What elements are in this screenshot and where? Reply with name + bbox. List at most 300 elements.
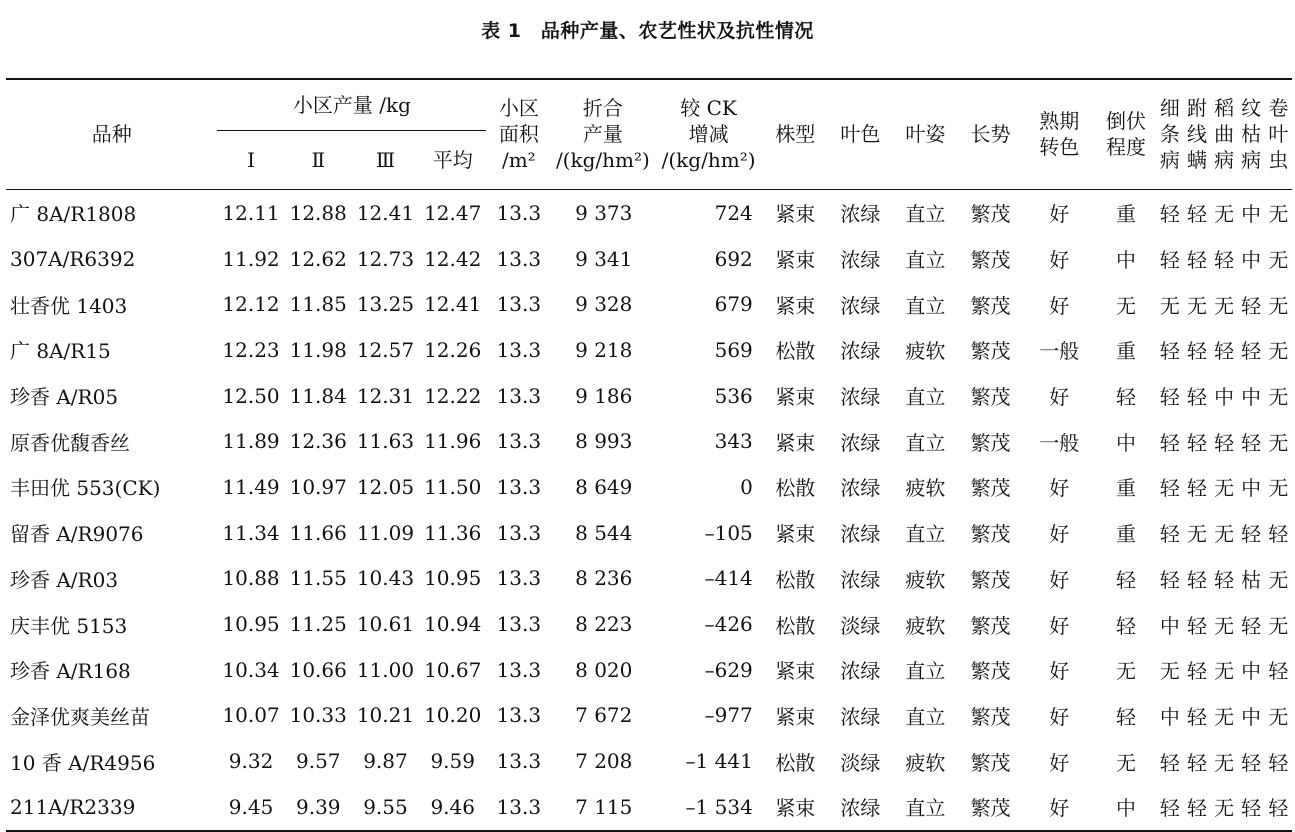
- cell-variety: 原香优馥香丝: [10, 430, 130, 455]
- cell-converted-yield: 8 649: [575, 474, 633, 499]
- cell-yield-1: 12.11: [222, 200, 280, 225]
- header-disease-3: 稻 曲 病: [1214, 96, 1235, 172]
- cell-yield-1: 11.49: [222, 474, 280, 499]
- cell-disease-1: 轻: [1159, 567, 1180, 592]
- cell-disease-5: 轻: [1268, 659, 1289, 684]
- cell-leaf-color: 浓绿: [840, 567, 881, 592]
- cell-yield-2: 11.85: [289, 292, 347, 317]
- cell-leaf-posture: 直立: [905, 430, 946, 455]
- cell-vigor: 繁茂: [958, 784, 1023, 831]
- cell-yield-3: 12.57: [356, 337, 415, 362]
- cell-vigor: 繁茂: [970, 704, 1011, 729]
- cell-disease-3: 轻: [1214, 567, 1235, 592]
- cell-leaf-color: 浓绿: [840, 202, 881, 227]
- cell-lodging: 中: [1096, 784, 1157, 831]
- cell-leaf-color: 浓绿: [840, 430, 881, 455]
- cell-maturity-color: 好: [1049, 659, 1070, 684]
- cell-yield-average: 9.46: [419, 784, 486, 831]
- cell-disease-2: 轻: [1186, 202, 1207, 227]
- cell-vs-ck: –105: [704, 520, 753, 545]
- cell-yield-3: 11.09: [356, 520, 415, 545]
- cell-disease-3: 轻: [1214, 339, 1235, 364]
- table-row: [6, 601, 1292, 647]
- cell-disease-2: 轻: [1186, 659, 1207, 684]
- cell-yield-1: 12.23: [222, 337, 280, 362]
- cell-leaf-color: 浓绿: [840, 659, 881, 684]
- cell-disease-2: 轻: [1186, 750, 1207, 775]
- cell-yield-average: 12.41: [424, 292, 482, 317]
- cell-lodging: 轻: [1115, 613, 1136, 638]
- header-converted-yield: 折合 产量 /(kg/hm²): [555, 96, 650, 172]
- cell-disease-1: 轻: [1159, 476, 1180, 501]
- cell-disease-1: 轻: [1159, 202, 1180, 227]
- table-row: [6, 236, 1292, 282]
- cell-disease-2: 轻: [1186, 385, 1207, 410]
- header-leaf-color: 叶色: [840, 122, 881, 146]
- cell-leaf-posture: 直立: [893, 784, 958, 831]
- cell-yield-3: 10.61: [356, 612, 415, 637]
- cell-converted-yield: 9 341: [575, 246, 633, 271]
- cell-disease-2: 无: [1186, 293, 1207, 318]
- cell-vs-ck: –414: [704, 566, 753, 591]
- cell-disease-1: 轻: [1159, 750, 1180, 775]
- cell-yield-average: 10.95: [424, 566, 482, 591]
- cell-disease-3: 轻: [1214, 248, 1235, 273]
- cell-yield-1: 10.34: [222, 657, 280, 682]
- cell-leaf-posture: 直立: [905, 704, 946, 729]
- cell-disease-3: 无: [1214, 293, 1235, 318]
- cell-yield-3: 13.25: [356, 292, 415, 317]
- cell-leaf-posture: 直立: [905, 202, 946, 227]
- cell-disease-1: 轻: [1156, 784, 1183, 831]
- cell-plant-type: 紧束: [775, 522, 816, 547]
- cell-converted-yield: 8 993: [575, 429, 633, 454]
- cell-lodging: 无: [1115, 750, 1136, 775]
- cell-maturity-color: 好: [1049, 750, 1070, 775]
- cell-leaf-color: 浓绿: [840, 293, 881, 318]
- cell-yield-3: 12.05: [356, 474, 415, 499]
- cell-yield-2: 11.66: [289, 520, 347, 545]
- cell-vs-ck: 679: [714, 292, 753, 317]
- cell-vigor: 繁茂: [970, 339, 1011, 364]
- cell-variety: 珍香 A/R03: [10, 567, 119, 592]
- cell-vs-ck: 569: [714, 337, 753, 362]
- table-row: [6, 556, 1292, 602]
- cell-maturity-color: 好: [1049, 613, 1070, 638]
- cell-vigor: 繁茂: [970, 750, 1011, 775]
- header-plot-yield: 小区产量 /kg: [292, 92, 411, 117]
- cell-disease-4: 轻: [1241, 430, 1262, 455]
- cell-yield-3: 12.31: [356, 383, 415, 408]
- cell-lodging: 轻: [1115, 385, 1136, 410]
- cell-vs-ck: –426: [704, 612, 753, 637]
- cell-plot-area: 13.3: [496, 383, 542, 408]
- header-vs-ck: 较 CK 增减 /(kg/hm²): [661, 96, 756, 172]
- cell-yield-3: 10.21: [356, 703, 415, 728]
- cell-converted-yield: 9 373: [575, 200, 633, 225]
- cell-maturity-color: 好: [1049, 248, 1070, 273]
- cell-disease-5: 无: [1268, 339, 1289, 364]
- cell-variety: 丰田优 553(CK): [10, 476, 161, 501]
- cell-converted-yield: 8 223: [575, 612, 633, 637]
- cell-disease-1: 轻: [1159, 339, 1180, 364]
- cell-leaf-posture: 直立: [905, 522, 946, 547]
- results-table: [6, 78, 1292, 832]
- cell-disease-4: 中: [1241, 202, 1262, 227]
- cell-variety: 庆丰优 5153: [10, 613, 128, 638]
- header-rep-1: Ⅰ: [217, 131, 284, 190]
- cell-yield-average: 12.22: [424, 383, 482, 408]
- cell-leaf-color: 淡绿: [840, 613, 881, 638]
- table-row: [6, 693, 1292, 739]
- cell-plot-area: 13.3: [496, 246, 542, 271]
- cell-maturity-color: 好: [1049, 567, 1070, 592]
- cell-disease-4: 中: [1241, 385, 1262, 410]
- cell-yield-average: 11.96: [424, 429, 482, 454]
- cell-plot-area: 13.3: [496, 520, 542, 545]
- cell-plant-type: 紧束: [775, 293, 816, 318]
- cell-yield-2: 9.39: [285, 784, 352, 831]
- cell-yield-2: 10.97: [289, 474, 347, 499]
- cell-variety: 金泽优爽美丝苗: [10, 704, 150, 729]
- cell-maturity-color: 好: [1049, 385, 1070, 410]
- cell-maturity-color: 好: [1049, 293, 1070, 318]
- cell-yield-2: 11.98: [289, 337, 347, 362]
- cell-vigor: 繁茂: [970, 613, 1011, 638]
- cell-plant-type: 松散: [775, 339, 816, 364]
- cell-plant-type: 紧束: [775, 202, 816, 227]
- cell-vs-ck: –1 534: [654, 784, 762, 831]
- cell-yield-2: 12.36: [289, 429, 347, 454]
- cell-plot-area: 13.3: [496, 566, 542, 591]
- cell-yield-average: 10.20: [424, 703, 482, 728]
- table-row: [6, 784, 1292, 831]
- cell-disease-5: 无: [1268, 567, 1289, 592]
- cell-yield-2: 10.33: [289, 703, 347, 728]
- cell-yield-average: 9.59: [430, 749, 475, 774]
- cell-yield-3: 11.00: [356, 657, 415, 682]
- cell-yield-2: 9.57: [295, 749, 341, 774]
- cell-disease-3: 无: [1214, 704, 1235, 729]
- cell-plant-type: 紧束: [775, 704, 816, 729]
- cell-disease-3: 轻: [1214, 430, 1235, 455]
- cell-vs-ck: 536: [714, 383, 753, 408]
- cell-leaf-color: 浓绿: [840, 385, 881, 410]
- cell-plant-type: 松散: [775, 613, 816, 638]
- header-disease-4: 纹 枯 病: [1241, 96, 1262, 172]
- cell-leaf-posture: 疲软: [905, 339, 946, 364]
- table-row: [6, 647, 1292, 693]
- cell-disease-4: 轻: [1241, 293, 1262, 318]
- cell-disease-2: 轻: [1186, 248, 1207, 273]
- cell-disease-5: 轻: [1268, 522, 1289, 547]
- cell-maturity-color: 好: [1049, 704, 1070, 729]
- cell-disease-3: 中: [1214, 385, 1235, 410]
- cell-maturity-color: 好: [1049, 202, 1070, 227]
- cell-variety: 211A/R2339: [6, 784, 217, 831]
- cell-disease-5: 无: [1268, 704, 1289, 729]
- cell-maturity-color: 好: [1023, 784, 1096, 831]
- cell-yield-average: 11.36: [424, 520, 482, 545]
- header-vigor: 长势: [970, 122, 1011, 146]
- cell-converted-yield: 9 186: [575, 383, 633, 408]
- cell-plot-area: 13.3: [496, 429, 542, 454]
- cell-lodging: 无: [1115, 659, 1136, 684]
- header-rep-3: Ⅲ: [352, 131, 419, 190]
- cell-plot-area: 13.3: [496, 337, 542, 362]
- cell-yield-1: 11.89: [222, 429, 280, 454]
- cell-disease-5: 无: [1268, 202, 1289, 227]
- cell-variety: 壮香优 1403: [10, 293, 128, 318]
- cell-yield-1: 12.12: [222, 292, 280, 317]
- cell-yield-2: 10.66: [289, 657, 347, 682]
- cell-disease-2: 轻: [1186, 613, 1207, 638]
- cell-plot-area: 13.3: [496, 474, 542, 499]
- cell-converted-yield: 9 218: [575, 337, 633, 362]
- header-plot-area: 小区 面积 /m²: [498, 96, 539, 172]
- cell-vs-ck: –629: [704, 657, 753, 682]
- cell-plant-type: 紧束: [775, 248, 816, 273]
- cell-disease-1: 轻: [1159, 430, 1180, 455]
- cell-plot-area: 13.3: [496, 657, 542, 682]
- cell-disease-5: 无: [1268, 476, 1289, 501]
- cell-yield-2: 12.62: [289, 246, 347, 271]
- cell-converted-yield: 9 328: [575, 292, 633, 317]
- cell-disease-5: 无: [1268, 248, 1289, 273]
- cell-disease-3: 无: [1214, 613, 1235, 638]
- cell-disease-5: 无: [1268, 385, 1289, 410]
- cell-leaf-posture: 疲软: [905, 613, 946, 638]
- cell-plot-area: 13.3: [496, 200, 542, 225]
- cell-disease-3: 无: [1214, 659, 1235, 684]
- cell-vs-ck: 0: [740, 474, 753, 499]
- cell-converted-yield: 8 020: [575, 657, 633, 682]
- cell-disease-2: 轻: [1183, 784, 1210, 831]
- cell-disease-1: 中: [1159, 613, 1180, 638]
- cell-lodging: 重: [1115, 476, 1136, 501]
- cell-yield-1: 11.34: [222, 520, 280, 545]
- cell-disease-1: 无: [1159, 293, 1180, 318]
- cell-disease-4: 轻: [1241, 339, 1262, 364]
- cell-yield-3: 10.43: [356, 566, 415, 591]
- cell-plot-area: 13.3: [496, 749, 542, 774]
- cell-vs-ck: 343: [714, 429, 753, 454]
- cell-disease-2: 轻: [1186, 339, 1207, 364]
- cell-yield-3: 12.73: [356, 246, 415, 271]
- cell-disease-2: 轻: [1186, 476, 1207, 501]
- cell-leaf-posture: 直立: [905, 293, 946, 318]
- cell-yield-3: 9.87: [363, 749, 408, 774]
- cell-lodging: 重: [1115, 339, 1136, 364]
- table-row: [6, 464, 1292, 510]
- cell-variety: 珍香 A/R05: [10, 385, 119, 410]
- table-row: [6, 327, 1292, 373]
- header-plant-type: 株型: [775, 122, 816, 146]
- cell-plot-area: 13.3: [486, 784, 551, 831]
- cell-plant-type: 紧束: [763, 784, 828, 831]
- cell-yield-1: 9.45: [217, 784, 284, 831]
- cell-converted-yield: 8 544: [575, 520, 633, 545]
- cell-disease-3: 无: [1214, 476, 1235, 501]
- cell-lodging: 重: [1115, 202, 1136, 227]
- cell-leaf-posture: 直立: [905, 659, 946, 684]
- table-row: [6, 190, 1292, 236]
- table-title: 表 1 品种产量、农艺性状及抗性情况: [481, 20, 814, 42]
- cell-disease-4: 中: [1241, 476, 1262, 501]
- cell-disease-4: 中: [1241, 659, 1262, 684]
- cell-plant-type: 松散: [775, 567, 816, 592]
- cell-yield-1: 10.07: [222, 703, 280, 728]
- table-row: [6, 281, 1292, 327]
- cell-leaf-color: 淡绿: [840, 750, 881, 775]
- cell-yield-average: 10.94: [424, 612, 482, 637]
- cell-disease-4: 轻: [1241, 613, 1262, 638]
- header-lodging: 倒伏 程度: [1105, 109, 1146, 159]
- cell-leaf-posture: 直立: [905, 385, 946, 410]
- cell-disease-1: 无: [1159, 659, 1180, 684]
- header-disease-2: 跗 线 螨: [1186, 96, 1207, 172]
- cell-leaf-color: 浓绿: [840, 522, 881, 547]
- table-row: [6, 738, 1292, 784]
- cell-disease-4: 轻: [1238, 784, 1265, 831]
- cell-plant-type: 紧束: [775, 659, 816, 684]
- cell-yield-1: 11.92: [222, 246, 280, 271]
- cell-disease-3: 无: [1214, 522, 1235, 547]
- cell-disease-4: 轻: [1241, 522, 1262, 547]
- cell-yield-average: 10.67: [424, 657, 482, 682]
- cell-vigor: 繁茂: [970, 430, 1011, 455]
- table-row: [6, 510, 1292, 556]
- cell-plot-area: 13.3: [496, 292, 542, 317]
- cell-vigor: 繁茂: [970, 659, 1011, 684]
- cell-leaf-color: 浓绿: [840, 704, 881, 729]
- cell-disease-4: 枯: [1241, 567, 1262, 592]
- cell-maturity-color: 一般: [1039, 430, 1080, 455]
- cell-vigor: 繁茂: [970, 385, 1011, 410]
- header-leaf-posture: 叶姿: [905, 122, 946, 146]
- cell-vs-ck: 724: [714, 200, 753, 225]
- cell-maturity-color: 好: [1049, 522, 1070, 547]
- cell-yield-average: 12.47: [424, 200, 482, 225]
- cell-disease-3: 无: [1211, 784, 1238, 831]
- header-rep-average: 平均: [419, 131, 486, 190]
- cell-yield-2: 11.25: [289, 612, 347, 637]
- cell-plant-type: 紧束: [775, 385, 816, 410]
- cell-vigor: 繁茂: [970, 522, 1011, 547]
- cell-variety: 珍香 A/R168: [10, 659, 131, 684]
- cell-disease-5: 无: [1268, 613, 1289, 638]
- header-rep-2: Ⅱ: [285, 131, 352, 190]
- cell-leaf-color: 浓绿: [828, 784, 893, 831]
- cell-disease-2: 轻: [1186, 430, 1207, 455]
- cell-disease-1: 轻: [1159, 248, 1180, 273]
- cell-vs-ck: –977: [704, 703, 753, 728]
- table-header: [6, 79, 1292, 190]
- cell-lodging: 无: [1115, 293, 1136, 318]
- header-disease-1: 细 条 病: [1159, 96, 1180, 172]
- header-maturity-color: 熟期 转色: [1039, 109, 1080, 159]
- cell-maturity-color: 好: [1049, 476, 1070, 501]
- cell-variety: 广 8A/R15: [10, 339, 111, 364]
- cell-vigor: 繁茂: [970, 293, 1011, 318]
- cell-disease-1: 轻: [1159, 522, 1180, 547]
- cell-disease-5: 轻: [1265, 784, 1292, 831]
- table-row: [6, 373, 1292, 419]
- cell-leaf-posture: 疲软: [905, 750, 946, 775]
- cell-leaf-posture: 疲软: [905, 567, 946, 592]
- cell-plot-area: 13.3: [496, 703, 542, 728]
- cell-plant-type: 松散: [775, 750, 816, 775]
- cell-leaf-posture: 直立: [905, 248, 946, 273]
- cell-disease-4: 中: [1241, 704, 1262, 729]
- cell-yield-3: 9.55: [352, 784, 419, 831]
- cell-leaf-color: 浓绿: [840, 476, 881, 501]
- cell-converted-yield: 7 208: [575, 749, 633, 774]
- cell-leaf-posture: 疲软: [905, 476, 946, 501]
- cell-plot-area: 13.3: [496, 612, 542, 637]
- cell-vs-ck: 692: [714, 246, 753, 271]
- cell-plant-type: 松散: [775, 476, 816, 501]
- cell-disease-5: 无: [1268, 430, 1289, 455]
- cell-converted-yield: 8 236: [575, 566, 633, 591]
- cell-yield-2: 12.88: [289, 200, 347, 225]
- cell-disease-3: 无: [1214, 202, 1235, 227]
- cell-lodging: 轻: [1115, 704, 1136, 729]
- table-row: [6, 418, 1292, 464]
- cell-vigor: 繁茂: [970, 248, 1011, 273]
- cell-yield-2: 11.55: [289, 566, 347, 591]
- cell-yield-1: 10.88: [222, 566, 280, 591]
- cell-yield-average: 12.42: [424, 246, 482, 271]
- cell-yield-average: 12.26: [424, 337, 482, 362]
- cell-vigor: 繁茂: [970, 202, 1011, 227]
- cell-variety: 10 香 A/R4956: [10, 750, 156, 775]
- cell-lodging: 轻: [1115, 567, 1136, 592]
- cell-yield-2: 11.84: [289, 383, 347, 408]
- cell-yield-1: 10.95: [222, 612, 280, 637]
- cell-disease-1: 中: [1159, 704, 1180, 729]
- cell-disease-5: 轻: [1268, 750, 1289, 775]
- cell-disease-1: 轻: [1159, 385, 1180, 410]
- cell-leaf-color: 浓绿: [840, 248, 881, 273]
- cell-disease-4: 中: [1241, 248, 1262, 273]
- cell-lodging: 重: [1115, 522, 1136, 547]
- cell-maturity-color: 一般: [1039, 339, 1080, 364]
- cell-vs-ck: –1 441: [685, 749, 753, 774]
- cell-converted-yield: 7 115: [551, 784, 654, 831]
- cell-converted-yield: 7 672: [575, 703, 633, 728]
- header-disease-5: 卷 叶 虫: [1268, 96, 1289, 172]
- table-body: [6, 190, 1292, 831]
- cell-yield-3: 11.63: [356, 429, 415, 454]
- header-variety: 品种: [91, 122, 132, 146]
- cell-yield-average: 11.50: [424, 474, 482, 499]
- cell-disease-5: 无: [1268, 293, 1289, 318]
- cell-variety: 307A/R6392: [10, 246, 136, 271]
- cell-variety: 广 8A/R1808: [10, 202, 137, 227]
- cell-variety: 留香 A/R9076: [10, 522, 144, 547]
- cell-vigor: 繁茂: [970, 476, 1011, 501]
- cell-disease-4: 轻: [1241, 750, 1262, 775]
- cell-yield-1: 12.50: [222, 383, 280, 408]
- cell-yield-3: 12.41: [356, 200, 415, 225]
- cell-vigor: 繁茂: [970, 567, 1011, 592]
- cell-disease-2: 无: [1186, 522, 1207, 547]
- cell-plant-type: 紧束: [775, 430, 816, 455]
- cell-leaf-color: 浓绿: [840, 339, 881, 364]
- cell-disease-2: 轻: [1186, 567, 1207, 592]
- cell-yield-1: 9.32: [228, 749, 274, 774]
